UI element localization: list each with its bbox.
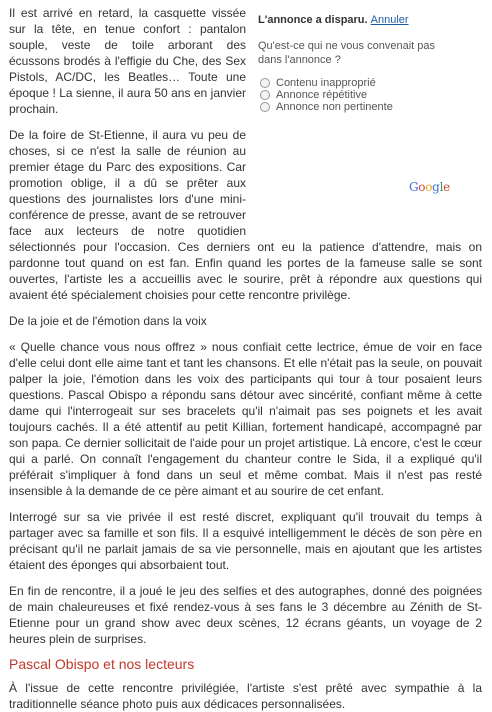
- google-logo-letter: o: [425, 180, 433, 194]
- section-heading-joy: De la joie et de l'émotion dans la voix: [9, 314, 207, 328]
- google-logo-letter: e: [443, 180, 450, 194]
- ad-feedback-question: Qu'est-ce qui ne vous convenait pas dans l'annonce ?: [258, 40, 435, 66]
- google-logo-letter: g: [432, 180, 440, 194]
- google-logo-letter: o: [418, 180, 426, 194]
- option-label: Contenu inapproprié: [276, 77, 376, 89]
- google-logo-letter: l: [439, 180, 444, 194]
- undo-link[interactable]: Annuler: [370, 14, 409, 26]
- article-body: [9, 5, 482, 712]
- paragraph-6: En fin de rencontre, il a joué le jeu des selfies et des autographes, donné des poignées de main chaleureuses et fixé rendez-vous à ses fans le 3 décembre au Zénith de St-Etienne pour un grand show avec deux scènes, 12 écrans géants, un voyage de 2 heures plein de surprises.: [9, 584, 482, 646]
- paragraph-1: Il est arrivé en retard, la casquette vissée sur la tête, en tenue confort : pantalon souple, veste de toile arborant des écussons brodés à l'effigie du Che, des Sex Pistols, AC/DC, les Beatles… Toute une époque ! La sienne, il aura 50 ans en janvier prochain.: [9, 6, 246, 116]
- option-label: Annonce répétitive: [276, 89, 368, 101]
- google-logo-letter: G: [409, 180, 419, 194]
- paragraph-2: De la foire de St-Etienne, il aura vu peu de choses, si ce n'est la salle de réunion au premier étage du Parc des expositions. Car promotion oblige, il a dû se prêter aux questions des journalistes lors d'une mini-conférence de presse, avant de se retrouver face aux lecteurs de notre quotidien sélectionnés pour l'occasion. Ces derniers ont eu la patience d'attendre, mais on pardonne tout quand on est fan. Enfin quand les portes de la fameuse salle se sont ouvertes, l'artiste les a accueillis avec le sourire, prêt à répondre aux questions qui avaient été spécialement choisies pour cette rencontre privilège.: [9, 128, 482, 302]
- paragraph-7: À l'issue de cette rencontre privilégiée, l'artiste s'est prêté avec sympathie à la traditionnelle séance photo puis aux dédicaces personnalisées.: [9, 681, 482, 711]
- paragraph-5: Interrogé sur sa vie privée il est resté discret, expliquant qu'il trouvait du temps à partager avec sa famille et son fils. Il a esquivé intelligemment le décès de son père en précisant qu'il ne parlait jamais de sa vie personnelle, mais en ajoutant que les artistes étaient des éponges qui absorbaient tout.: [9, 510, 482, 572]
- paragraph-4: « Quelle chance vous nous offrez » nous confiait cette lectrice, émue de voir en face d'elle celui dont elle aime tant et tant les chansons. Et elle n'était pas la seule, on pouvait palper la joie, l'émotion dans les voix des participants qui tour à tour posaient leurs questions. Pascal Obispo a répondu sans détour avec sincérité, confiant même à cette dame qui l'interrogeait sur ses bracelets qu'il n'aimait pas ses poignets et les avait toujours cachés. Il a été attentif au petit Killian, fortement handicapé, accompagné par son papa. Ce dernier sollicitait de l'aide pour un projet artistique. Là encore, c'est le cœur qui a parlé. On connaît l'engagement du chanteur contre le Sida, il a expliqué qu'il préférait s'impliquer à fond dans un seul et même combat. Mais il n'est pas resté insensible à la demande de ce père aimant et au sourire de cet enfant.: [9, 340, 482, 498]
- ad-title-text: L'annonce a disparu.: [258, 14, 368, 26]
- option-label: Annonce non pertinente: [276, 101, 393, 113]
- subtitle-lecteurs: Pascal Obispo et nos lecteurs: [9, 656, 195, 672]
